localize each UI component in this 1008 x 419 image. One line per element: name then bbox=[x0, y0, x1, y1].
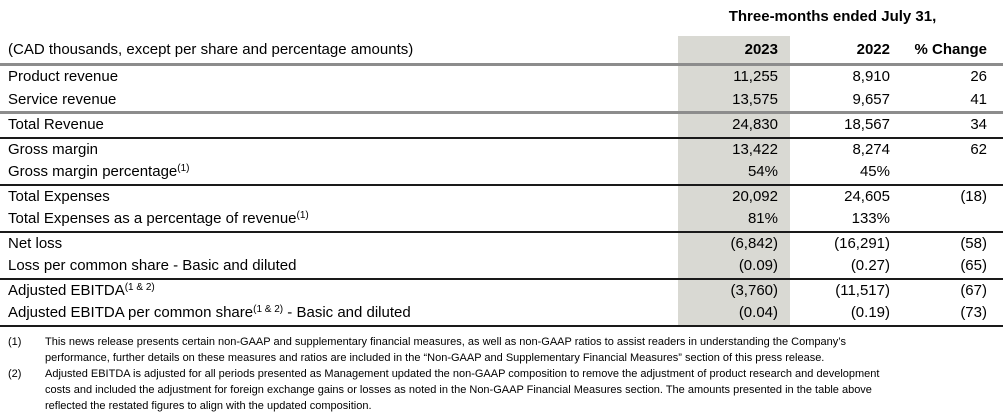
row-label-suffix: - Basic and diluted bbox=[283, 304, 411, 321]
row-label bbox=[0, 161, 678, 184]
footnote-line: performance, further details on these measures and ratios are included in the “Non-GAAP and Supplementary Financial Measures” section of this press release. bbox=[45, 351, 825, 364]
footnote-line: costs and included the adjustment for foreign exchange gains or losses as noted in the Non-GAAP Financial Measures section. The amounts presented in the table above bbox=[45, 383, 872, 396]
cell-2022: 8,274 bbox=[852, 140, 890, 158]
footnote bbox=[0, 366, 1008, 414]
cell-2022: 8,910 bbox=[852, 68, 890, 85]
cell-change: (65) bbox=[960, 257, 987, 274]
cell-2023: 54% bbox=[678, 161, 790, 184]
cell-2023: 11,255 bbox=[678, 66, 790, 89]
cell-2023: 20,092 bbox=[678, 186, 790, 209]
cell-change: 34 bbox=[970, 116, 987, 133]
table-section bbox=[0, 66, 1003, 114]
table-row bbox=[0, 114, 1003, 137]
cell-2022: 24,605 bbox=[844, 187, 890, 205]
footnote bbox=[0, 334, 1008, 366]
row-label-text: Total Expenses as a percentage of revenue bbox=[8, 210, 297, 227]
table-row bbox=[0, 255, 1003, 278]
row-label bbox=[0, 139, 678, 162]
cell-change: (73) bbox=[960, 304, 987, 321]
row-label-text: Adjusted EBITDA per common share bbox=[8, 304, 254, 321]
row-label-text: Gross margin percentage bbox=[8, 163, 178, 180]
cell-2023: (3,760) bbox=[678, 280, 790, 303]
row-label-text: Adjusted EBITDA bbox=[8, 281, 125, 299]
cell-2023: (0.09) bbox=[678, 255, 790, 278]
column-header-row bbox=[0, 36, 1003, 63]
cell-2022: (0.19) bbox=[850, 304, 890, 321]
footnote-marker: (1) bbox=[8, 335, 22, 348]
row-header-label: (CAD thousands, except per share and percentage amounts) bbox=[8, 41, 414, 58]
table-row bbox=[0, 66, 1003, 89]
row-label bbox=[0, 280, 678, 303]
cell-change: (67) bbox=[960, 281, 987, 299]
row-label-footnote-ref: (1 & 2) bbox=[253, 304, 284, 315]
table-row bbox=[0, 280, 1003, 303]
footnote-marker: (2) bbox=[8, 367, 22, 380]
row-label bbox=[0, 89, 678, 112]
row-label-footnote-ref: (1 & 2) bbox=[124, 281, 155, 293]
cell-2022: 133% bbox=[851, 210, 890, 227]
table-header-section bbox=[0, 8, 1003, 66]
table-section bbox=[0, 114, 1003, 139]
table-row bbox=[0, 208, 1003, 231]
cell-change: (18) bbox=[960, 187, 987, 205]
row-label bbox=[0, 186, 678, 209]
table-section bbox=[0, 233, 1003, 280]
table-row bbox=[0, 233, 1003, 256]
financial-table bbox=[0, 8, 1003, 327]
table-row bbox=[0, 186, 1003, 209]
row-label-text: Net loss bbox=[8, 234, 63, 252]
row-label bbox=[0, 208, 678, 231]
period-header-row bbox=[0, 8, 1003, 26]
cell-2023: 81% bbox=[678, 208, 790, 231]
cell-2023: 24,830 bbox=[678, 114, 790, 137]
row-label-text: Gross margin bbox=[8, 140, 99, 158]
row-label-footnote-ref: (1) bbox=[177, 163, 190, 174]
footnote-line: This news release presents certain non-GAAP and supplementary financial measures, as well as non-GAAP ratios to assist readers in understanding the Company’s bbox=[45, 335, 846, 348]
row-label bbox=[0, 114, 678, 137]
cell-2022: 45% bbox=[859, 163, 890, 180]
cell-change: 41 bbox=[970, 90, 987, 108]
table-section bbox=[0, 280, 1003, 327]
cell-change: 26 bbox=[970, 68, 987, 85]
row-label-text: Product revenue bbox=[8, 68, 119, 85]
table-body bbox=[0, 66, 1003, 327]
cell-2023: (0.04) bbox=[678, 302, 790, 325]
footnote-line: Adjusted EBITDA is adjusted for all periods presented as Management updated the non-GAAP composition to remove the adjustment of product research and development bbox=[45, 367, 880, 380]
row-label-text: Total Revenue bbox=[8, 116, 104, 133]
column-header-2022: 2022 bbox=[856, 41, 890, 58]
column-header-change: % Change bbox=[914, 41, 987, 58]
table-section bbox=[0, 186, 1003, 233]
cell-2022: (0.27) bbox=[850, 257, 890, 274]
table-row bbox=[0, 161, 1003, 184]
cell-2022: 18,567 bbox=[844, 116, 890, 133]
cell-2023: 13,422 bbox=[678, 139, 790, 162]
row-label-text: Service revenue bbox=[8, 90, 117, 108]
cell-2022: (11,517) bbox=[835, 281, 890, 299]
footnote-text bbox=[45, 334, 1008, 366]
cell-2023: 13,575 bbox=[678, 89, 790, 112]
row-label bbox=[0, 66, 678, 89]
row-label bbox=[0, 302, 678, 325]
column-header-2023: 2023 bbox=[678, 36, 790, 63]
cell-2022: 9,657 bbox=[852, 90, 890, 108]
row-label bbox=[0, 255, 678, 278]
table-section bbox=[0, 139, 1003, 186]
table-row bbox=[0, 302, 1003, 325]
row-label bbox=[0, 233, 678, 256]
cell-change: 62 bbox=[970, 140, 987, 158]
period-header: Three-months ended July 31, bbox=[728, 8, 937, 25]
table-row bbox=[0, 89, 1003, 112]
footnotes bbox=[0, 334, 1008, 414]
footnote-line: reflected the restated figures to align with the updated composition. bbox=[45, 399, 372, 412]
cell-2022: (16,291) bbox=[834, 234, 890, 252]
table-row bbox=[0, 139, 1003, 162]
row-label-text: Loss per common share - Basic and diluted bbox=[8, 257, 297, 274]
cell-change: (58) bbox=[960, 234, 987, 252]
row-label-text: Total Expenses bbox=[8, 187, 110, 205]
row-label-footnote-ref: (1) bbox=[296, 210, 309, 221]
cell-2023: (6,842) bbox=[678, 233, 790, 256]
footnote-text bbox=[45, 366, 1008, 414]
